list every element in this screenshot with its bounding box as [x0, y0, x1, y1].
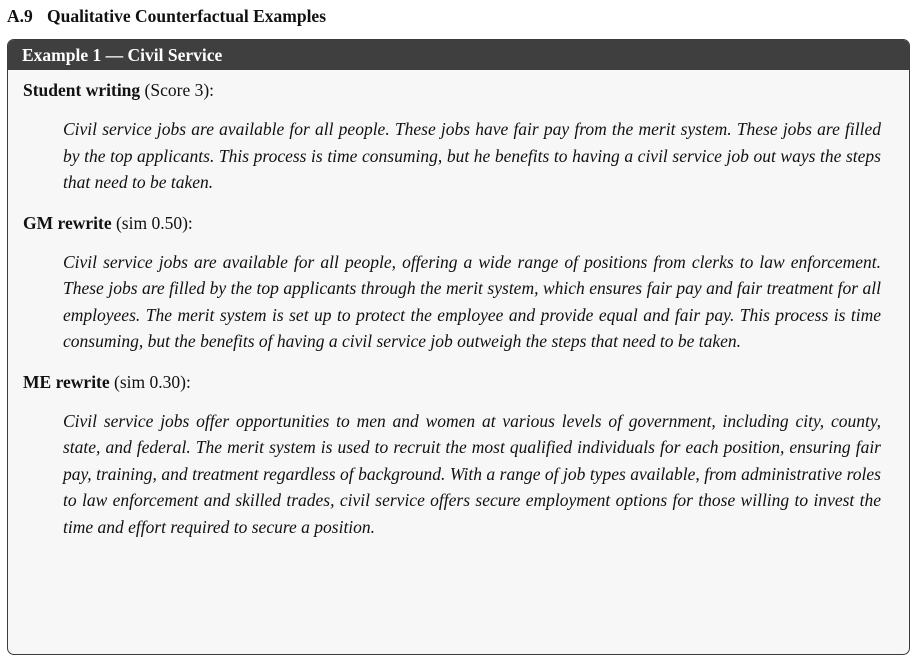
entry-text: Civil service jobs are available for all people. These jobs have fair pay from the merit system. These jobs are filled by the top applicants. This process is time consuming, but he benefits to having a civil service job out ways the steps that need to be taken.: [63, 119, 881, 192]
section-heading: [7, 4, 326, 28]
entry-text: Civil service jobs offer opportunities to men and women at various levels of government, including city, county, state, and federal. The merit system is used to recruit the most qualified individuals for each position, ensuring fair pay, training, and treatment regardless of background. With a range of job types available, from administrative roles to law enforcement and skilled trades, civil service offers secure employment options for those willing to invest the time and effort required to secure a position.: [63, 410, 881, 537]
entry-label-meta: (sim 0.30):: [114, 371, 191, 392]
entry-student-writing: [23, 78, 895, 196]
entry-gm-rewrite: [23, 211, 895, 355]
entry-label-lead: Student writing: [23, 80, 141, 100]
entry-label: [23, 78, 895, 103]
entry-label-meta: (sim 0.50):: [115, 212, 193, 233]
section-number: A.9: [7, 6, 33, 26]
example-title: Example 1 — Civil Service: [8, 40, 909, 70]
entry-label: [23, 211, 895, 236]
example-box: [7, 39, 910, 655]
example-body: [8, 70, 909, 540]
entry-label: [23, 370, 895, 395]
entry-label-lead: GM rewrite: [23, 212, 112, 233]
entry-label-lead: ME rewrite: [23, 371, 110, 392]
entry-me-rewrite: [23, 370, 895, 541]
section-title: Qualitative Counterfactual Examples: [47, 6, 327, 26]
entry-label-meta: (Score 3):: [144, 80, 215, 100]
entry-text: Civil service jobs are available for all people, offering a wide range of positions from clerks to law enforcement. These jobs are filled by the top applicants through the merit system, which ensures fair pay and fair treatment for all employees. The merit system is set up to protect the employee and provide equal and fair pay. This process is time consuming, but the benefits of having a civil service job outweigh the steps that need to be taken.: [63, 251, 881, 351]
